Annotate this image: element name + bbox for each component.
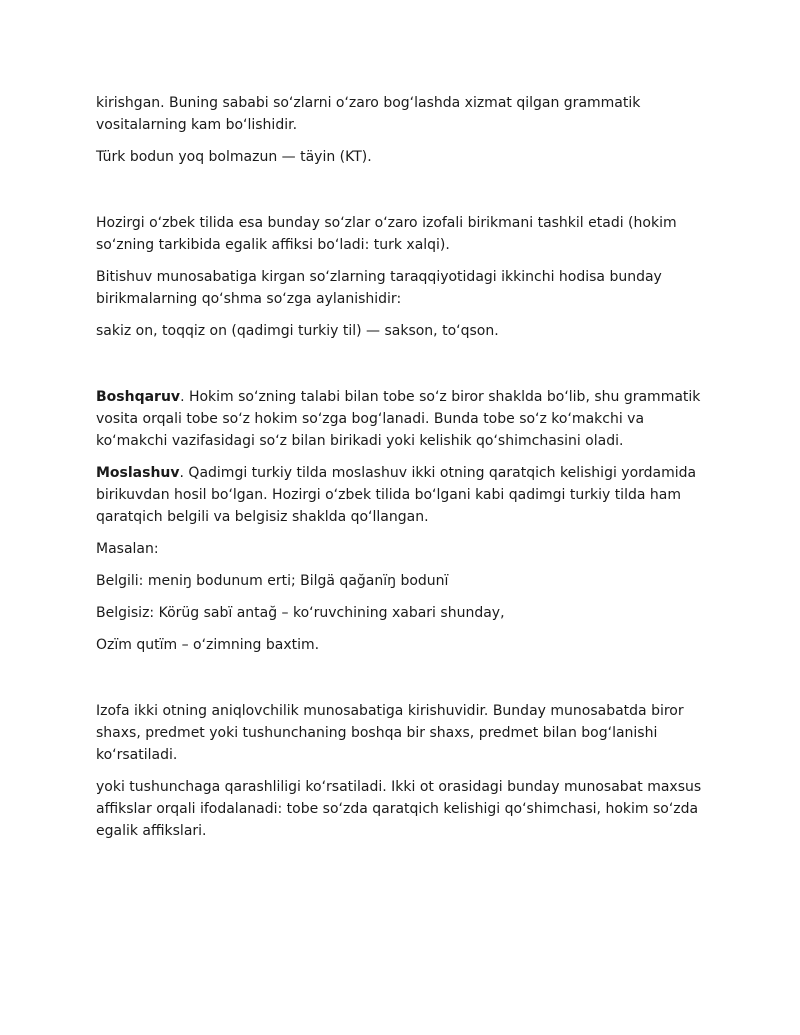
paragraph-moslashuv xyxy=(96,462,716,528)
paragraph-example-belgili: Belgili: meniŋ bodunum erti; Bilgä qağanïŋ bodunï xyxy=(96,573,449,589)
paragraph-izofa-affixes: yoki tushunchaga qarashliligi ko‘rsatiladi. Ikki ot orasidagi bunday munosabat maxsus affikslar orqali ifodalanadi: tobe so‘zda qaratqich kelishigi qo‘shimchasi, hokim so‘zda egalik affikslari. xyxy=(96,779,702,839)
boshqaruv-definition: . Hokim so‘zning talabi bilan tobe so‘z biror shaklda bo‘lib, shu grammatik vosita orqali tobe so‘z hokim so‘zga bog‘lanadi. Bunda tobe so‘z ko‘makchi va ko‘makchi vazifasidagi so‘z bilan birikadi yoki kelishik qo‘shimchasini oladi. xyxy=(96,389,701,449)
paragraph-boshqaruv xyxy=(96,386,716,452)
spacer xyxy=(96,666,716,700)
paragraph-example-belgisiz: Belgisiz: Körüg sabï antağ – ko‘ruvchining xabari shunday, xyxy=(96,605,505,621)
paragraph-bitishuv: Bitishuv munosabatiga kirgan so‘zlarning taraqqiyotidagi ikkinchi hodisa bunday birikmalarning qo‘shma so‘zga aylanishidir: xyxy=(96,269,662,307)
document-body xyxy=(96,92,716,852)
spacer xyxy=(96,352,716,386)
paragraph-example-numbers: sakiz on, toqqiz on (qadimgi turkiy til) — sakson, to‘qson. xyxy=(96,323,499,339)
spacer xyxy=(96,178,716,212)
moslashuv-definition: . Qadimgi turkiy tilda moslashuv ikki otning qaratqich kelishigi yordamida birikuvdan hosil bo‘lgan. Hozirgi o‘zbek tilida bo‘lgani kabi qadimgi turkiy tilda ham qaratqich belgili va belgisiz shaklda qo‘llangan. xyxy=(96,465,697,525)
paragraph-intro: kirishgan. Buning sababi so‘zlarni o‘zaro bog‘lashda xizmat qilgan grammatik vositalarning kam bo‘lishidir. xyxy=(96,95,641,133)
term-moslashuv: Moslashuv xyxy=(96,465,180,481)
paragraph-example-ozim: Ozïm qutïm – o‘zimning baxtim. xyxy=(96,637,320,653)
paragraph-example-turk: Türk bodun yoq bolmazun — täyin (KT). xyxy=(96,149,372,165)
term-boshqaruv: Boshqaruv xyxy=(96,389,181,405)
paragraph-izofa-modern: Hozirgi o‘zbek tilida esa bunday so‘zlar o‘zaro izofali birikmani tashkil etadi (hokim so‘zning tarkibida egalik affiksi bo‘ladi: turk xalqi). xyxy=(96,215,677,253)
paragraph-masalan: Masalan: xyxy=(96,541,159,557)
paragraph-izofa-definition: Izofa ikki otning aniqlovchilik munosabatiga kirishuvidir. Bunday munosabatda biror shaxs, predmet yoki tushunchaning boshqa bir shaxs, predmet bilan bog‘lanishi ko‘rsatiladi. xyxy=(96,703,684,763)
